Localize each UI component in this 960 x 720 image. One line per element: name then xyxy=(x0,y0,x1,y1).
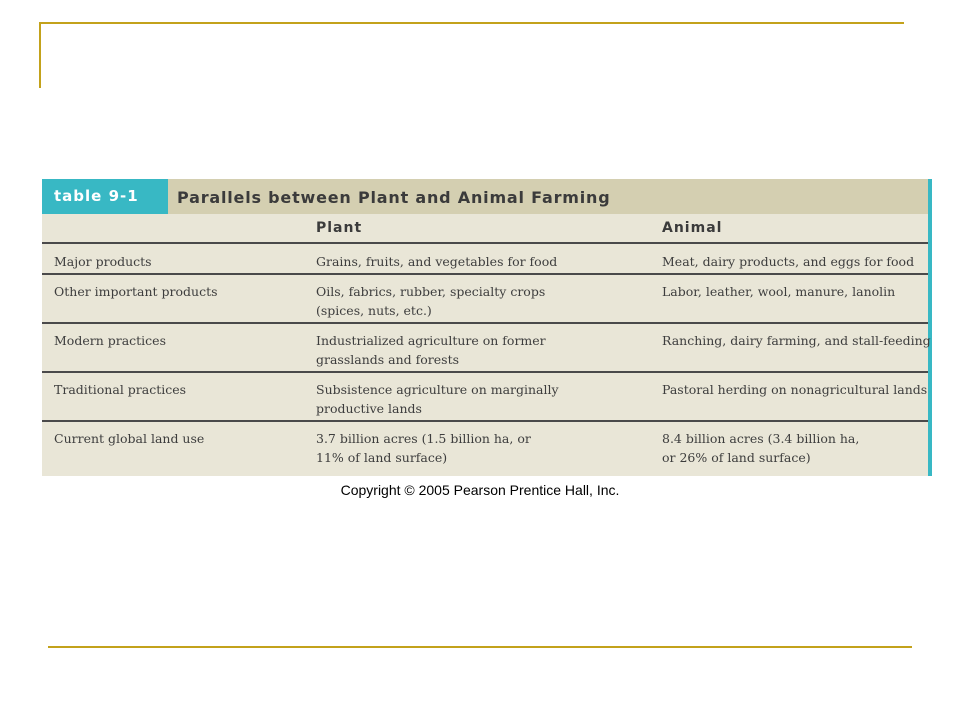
cell-line: Oils, fabrics, rubber, specialty crops xyxy=(316,284,546,299)
cell-animal-traditional-practices xyxy=(662,380,927,399)
cell-line: Industrialized agriculture on former xyxy=(316,333,546,348)
table-rule xyxy=(42,242,928,244)
cell-plant-major-products xyxy=(316,252,557,271)
row-label-land-use: Current global land use xyxy=(54,431,205,446)
table-header xyxy=(42,179,928,214)
row-label-major-products: Major products xyxy=(54,254,152,269)
cell-line: Ranching, dairy farming, and stall-feeding xyxy=(662,333,931,348)
slide-bottom-rule xyxy=(48,646,912,648)
cell-line: Pastoral herding on nonagricultural lands xyxy=(662,382,928,397)
cell-plant-other-products xyxy=(316,282,545,320)
cell-line: 8.4 billion acres (3.4 billion ha, xyxy=(662,431,860,446)
copyright-caption: Copyright © 2005 Pearson Prentice Hall, Inc. xyxy=(340,482,620,498)
row-label-modern-practices: Modern practices xyxy=(54,333,166,348)
slide-left-rule xyxy=(39,22,41,88)
cell-line: grasslands and forests xyxy=(316,352,460,367)
cell-line: or 26% of land surface) xyxy=(662,450,811,465)
cell-line: Labor, leather, wool, manure, lanolin xyxy=(662,284,896,299)
table-rule xyxy=(42,420,928,422)
cell-line: Meat, dairy products, and eggs for food xyxy=(662,254,915,269)
cell-line: productive lands xyxy=(316,401,422,416)
cell-plant-land-use xyxy=(316,429,531,467)
cell-line: Subsistence agriculture on marginally xyxy=(316,382,559,397)
cell-plant-modern-practices xyxy=(316,331,546,369)
row-label-other-products: Other important products xyxy=(54,284,218,299)
table-figure xyxy=(42,179,932,476)
slide-top-rule xyxy=(40,22,904,24)
row-label-traditional-practices: Traditional practices xyxy=(54,382,187,397)
cell-animal-modern-practices xyxy=(662,331,931,350)
cell-animal-land-use xyxy=(662,429,859,467)
column-header-plant: Plant xyxy=(316,220,363,236)
cell-plant-traditional-practices xyxy=(316,380,559,418)
column-header-animal: Animal xyxy=(662,220,723,236)
cell-line: Grains, fruits, and vegetables for food xyxy=(316,254,558,269)
table-number-tag: table 9-1 xyxy=(42,179,168,214)
table-rule xyxy=(42,371,928,373)
table-rule xyxy=(42,322,928,324)
cell-line: (spices, nuts, etc.) xyxy=(316,303,432,318)
table-title: Parallels between Plant and Animal Farming xyxy=(177,188,611,207)
cell-animal-major-products xyxy=(662,252,914,271)
cell-line: 11% of land surface) xyxy=(316,450,448,465)
cell-animal-other-products xyxy=(662,282,895,301)
cell-line: 3.7 billion acres (1.5 billion ha, or xyxy=(316,431,531,446)
table-rule xyxy=(42,273,928,275)
